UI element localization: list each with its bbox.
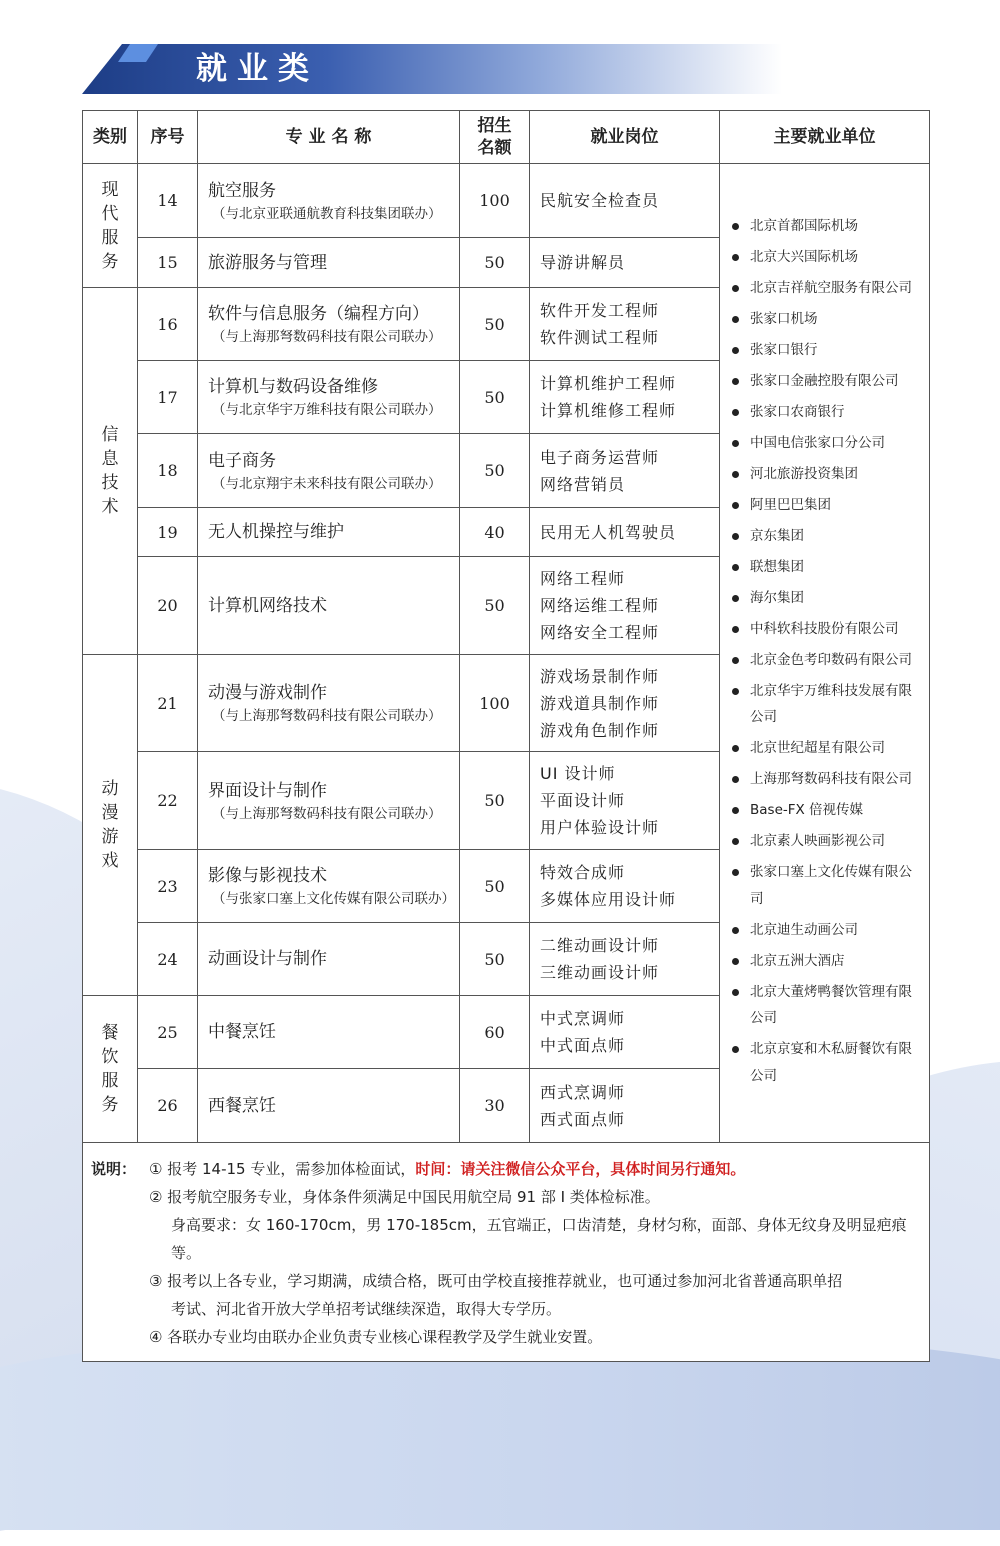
employer-item: 北京大董烤鸭餐饮管理有限公司 [730,979,925,1032]
job-item: UI 设计师 [540,764,616,783]
employer-item: 张家口塞上文化传媒有限公司 [730,859,925,912]
employers-cell [720,164,930,1143]
category-animation-game: 动漫游戏 [83,655,138,996]
note-2-line2: 身高要求：女 160-170cm，男 170-185cm，五官端正，口齿清楚，身材匀称，面部、身体无纹身及明显疤痕等。 [171,1216,907,1262]
job-item: 网络工程师 [540,569,626,588]
major-cell [198,238,460,288]
major-cell [198,1069,460,1143]
table-header-row [83,111,930,164]
note-1-highlight: 时间：请关注微信公众平台，具体时间另行通知。 [415,1160,746,1178]
jobs-cell [530,288,720,361]
major-partner: （与上海那弩数码科技有限公司联办） [212,708,442,724]
quota-value: 100 [460,164,530,238]
row-number: 15 [138,238,198,288]
jobs-cell [530,557,720,655]
header-quota [460,111,530,164]
jobs-cell [530,996,720,1069]
major-name: 中餐烹饪 [208,1022,276,1042]
row-number: 26 [138,1069,198,1143]
row-number: 24 [138,923,198,996]
major-name: 界面设计与制作 [208,780,327,801]
employer-item: 北京五洲大酒店 [730,948,925,975]
job-item: 二维动画设计师 [540,936,660,955]
employer-item: 北京大兴国际机场 [730,244,925,271]
header-employers: 主要就业单位 [720,111,930,164]
employer-item: 张家口金融控股有限公司 [730,368,925,395]
header-major: 专 业 名 称 [198,111,460,164]
major-partner: （与上海那弩数码科技有限公司联办） [212,805,442,822]
row-number: 17 [138,361,198,434]
major-name: 无人机操控与维护 [208,522,344,542]
job-item: 西式面点师 [540,1109,626,1129]
major-name: 计算机与数码设备维修 [208,377,378,397]
quota-value: 50 [460,238,530,288]
major-name: 影像与影视技术 [208,866,327,886]
job-item: 游戏场景制作师 [540,666,660,686]
quota-value: 50 [460,288,530,361]
job-item: 中式烹调师 [540,1009,626,1028]
major-name: 计算机网络技术 [208,595,327,616]
job-item: 多媒体应用设计师 [540,890,677,909]
employer-item: Base-FX 倍视传媒 [730,797,925,824]
major-cell [198,752,460,850]
employer-item: 上海那弩数码科技有限公司 [730,766,925,793]
row-number: 14 [138,164,198,238]
note-4: ④ 各联办专业均由联办企业负责专业核心课程教学及学生就业安置。 [149,1328,603,1346]
employer-item: 京东集团 [730,523,925,550]
header-jobs: 就业岗位 [530,111,720,164]
job-item: 电子商务运营师 [540,447,660,467]
employer-item: 海尔集团 [730,585,925,612]
employer-item: 北京华宇万维科技发展有限公司 [730,678,925,731]
major-cell [198,923,460,996]
major-name: 航空服务 [208,180,276,201]
category-catering: 餐饮服务 [83,996,138,1143]
note-1-text: ① 报考 14-15 专业，需参加体检面试，时间：请关注微信公众平台，具体时间另行通知。 [149,1160,746,1178]
table-row [83,164,930,238]
notes-label: 说明： [91,1160,137,1178]
major-cell [198,361,460,434]
major-name: 动画设计与制作 [208,949,327,969]
major-partner: （与上海那弩数码科技有限公司联办） [212,329,442,345]
row-number: 25 [138,996,198,1069]
major-name: 西餐烹饪 [208,1095,276,1116]
jobs-cell [530,752,720,850]
job-item: 特效合成师 [540,863,626,882]
row-number: 16 [138,288,198,361]
major-partner: （与北京翔宇未来科技有限公司联办） [212,475,442,492]
employer-item: 河北旅游投资集团 [730,461,925,488]
page-title: 就业类 [196,51,319,87]
job-item: 网络安全工程师 [540,623,660,642]
note-3-line2: 考试、河北省开放大学单招考试继续深造，取得大专学历。 [171,1300,562,1318]
row-number: 22 [138,752,198,850]
employer-item: 北京吉祥航空服务有限公司 [730,275,925,302]
job-item: 中式面点师 [540,1036,626,1055]
row-number: 23 [138,850,198,923]
employer-item: 北京迪生动画公司 [730,917,925,944]
row-number: 20 [138,557,198,655]
job-item: 游戏角色制作师 [540,720,660,740]
job-item: 计算机维修工程师 [540,401,677,420]
major-cell [198,850,460,923]
job-item: 网络营销员 [540,474,626,494]
job-item: 软件测试工程师 [540,328,660,347]
major-cell [198,164,460,238]
row-number: 18 [138,434,198,508]
major-name: 旅游服务与管理 [208,252,327,273]
major-partner: （与北京华宇万维科技有限公司联办） [212,402,442,418]
notes-cell [83,1143,930,1362]
jobs-cell [530,164,720,238]
employer-item: 联想集团 [730,554,925,581]
major-partner: （与北京亚联通航教育科技集团联办） [212,205,442,222]
employers-list [730,213,925,1090]
job-item: 计算机维护工程师 [540,374,677,393]
employer-item: 张家口机场 [730,306,925,333]
job-item: 软件开发工程师 [540,301,660,320]
header-category: 类别 [83,111,138,164]
jobs-cell [530,850,720,923]
job-item: 游戏道具制作师 [540,693,660,713]
job-item: 民用无人机驾驶员 [540,522,677,542]
employer-item: 北京素人映画影视公司 [730,828,925,855]
major-name: 动漫与游戏制作 [208,683,327,703]
note-2-line1: ② 报考航空服务专业，身体条件须满足中国民用航空局 91 部 I 类体检标准。 [149,1188,660,1206]
job-item: 平面设计师 [540,791,626,810]
job-item: 用户体验设计师 [540,818,660,837]
employer-item: 张家口农商银行 [730,399,925,426]
header-number: 序号 [138,111,198,164]
jobs-cell [530,238,720,288]
quota-value: 100 [460,655,530,752]
employer-item: 阿里巴巴集团 [730,492,925,519]
category-info-tech: 信息技术 [83,288,138,655]
employer-item: 北京京宴和木私厨餐饮有限公司 [730,1036,925,1089]
job-item: 导游讲解员 [540,253,626,272]
job-item: 西式烹调师 [540,1082,626,1102]
quota-value: 50 [460,923,530,996]
major-cell [198,655,460,752]
employer-item: 中科软科技股份有限公司 [730,616,925,643]
title-banner [82,44,782,94]
major-cell [198,288,460,361]
jobs-cell [530,1069,720,1143]
quota-value: 40 [460,508,530,557]
quota-value: 50 [460,434,530,508]
quota-value: 50 [460,752,530,850]
major-cell [198,508,460,557]
category-modern-service: 现代服务 [83,164,138,288]
notes-row [83,1143,930,1362]
quota-value: 50 [460,850,530,923]
jobs-cell [530,508,720,557]
job-item: 民航安全检查员 [540,191,660,210]
quota-value: 50 [460,557,530,655]
jobs-cell [530,655,720,752]
major-name: 软件与信息服务（编程方向） [208,304,429,324]
majors-table [82,110,930,1362]
quota-value: 30 [460,1069,530,1143]
employer-item: 北京世纪超星有限公司 [730,735,925,762]
note-1 [91,1155,917,1183]
jobs-cell [530,434,720,508]
employer-item: 张家口银行 [730,337,925,364]
quota-value: 60 [460,996,530,1069]
jobs-cell [530,923,720,996]
employer-item: 中国电信张家口分公司 [730,430,925,457]
major-cell [198,557,460,655]
job-item: 网络运维工程师 [540,596,660,615]
major-partner: （与张家口塞上文化传媒有限公司联办） [212,891,455,907]
job-item: 三维动画设计师 [540,963,660,982]
header-quota-line2: 名额 [477,138,512,158]
header-quota-line1: 招生 [477,116,512,136]
note-3-line1: ③ 报考以上各专业，学习期满，成绩合格，既可由学校直接推荐就业，也可通过参加河北省普通高职单招 [149,1272,843,1290]
quota-value: 50 [460,361,530,434]
employer-item: 北京金色考印数码有限公司 [730,647,925,674]
row-number: 19 [138,508,198,557]
row-number: 21 [138,655,198,752]
employer-item: 北京首都国际机场 [730,213,925,240]
major-cell [198,996,460,1069]
major-name: 电子商务 [208,450,276,471]
major-cell [198,434,460,508]
jobs-cell [530,361,720,434]
